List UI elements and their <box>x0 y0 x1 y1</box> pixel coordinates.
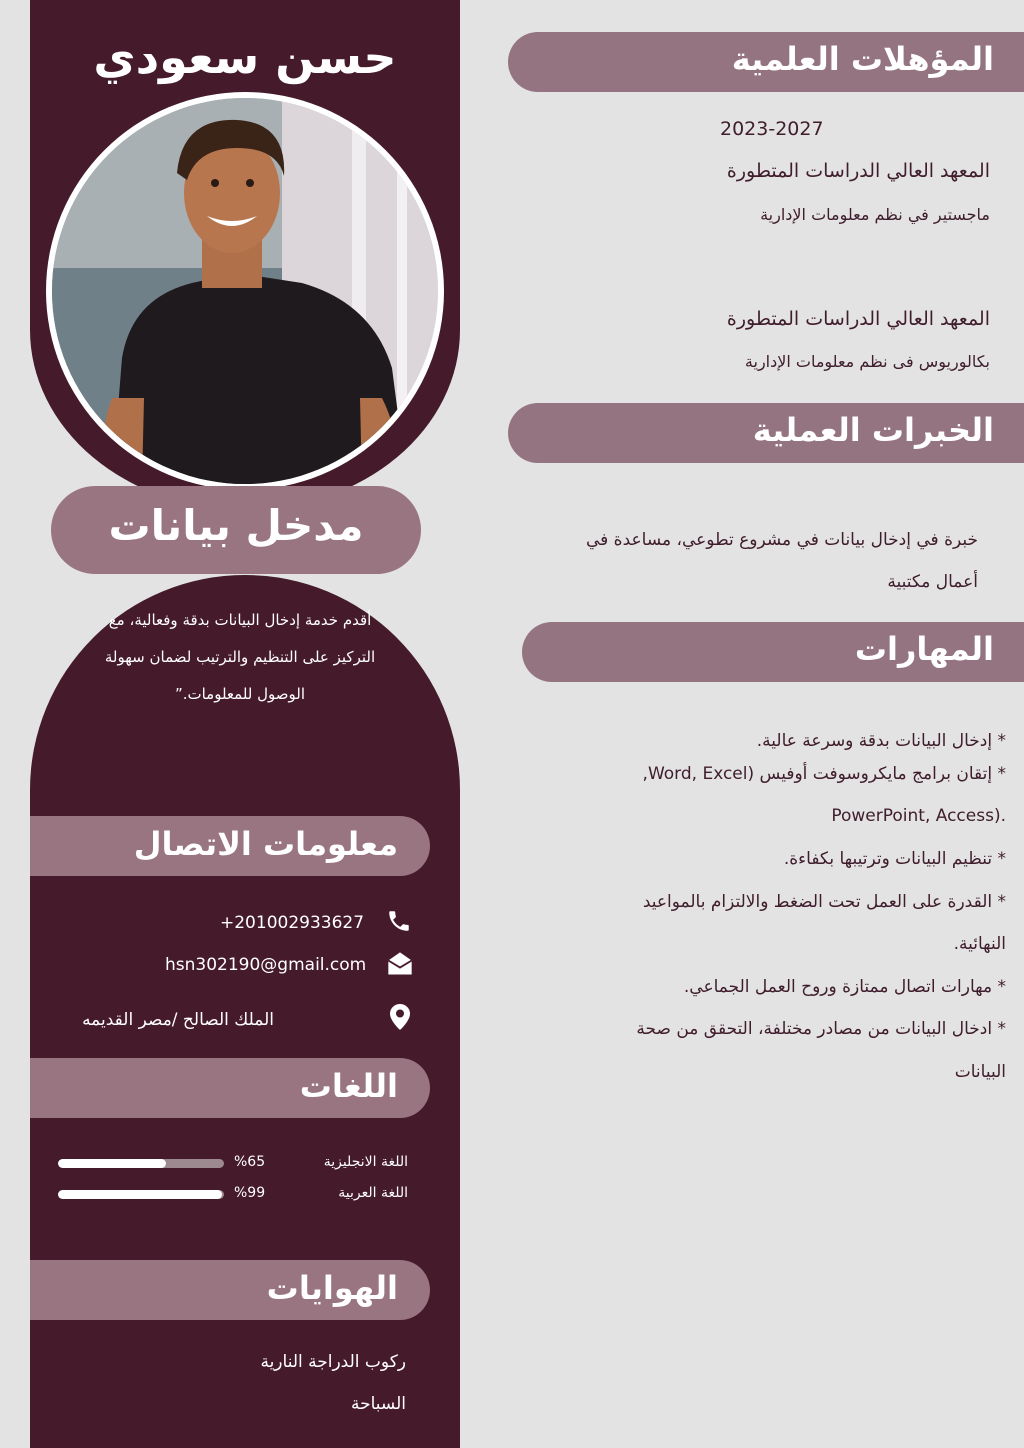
profile-photo-frame <box>46 92 444 490</box>
education-institute: المعهد العالي الدراسات المتطورة <box>726 160 990 182</box>
phone-link[interactable]: +201002933627 <box>220 913 365 933</box>
experience-line: خبرة في إدخال بيانات في مشروع تطوعي، مساعدة في <box>585 530 978 550</box>
profile-photo <box>52 98 438 484</box>
language-level-bar <box>58 1190 224 1199</box>
experience-line: أعمال مكتبية <box>887 572 978 592</box>
skill-line: البيانات <box>954 1062 1006 1082</box>
language-level-bar <box>58 1159 224 1168</box>
sidebar <box>0 0 460 1448</box>
education-degree: بكالوريوس فى نظم معلومات الإدارية <box>744 352 990 371</box>
language-level-fill <box>58 1190 222 1199</box>
language-percent: %99 <box>234 1185 266 1201</box>
address-text: الملك الصالح /مصر القديمه <box>82 1010 274 1030</box>
education-years: 2023-2027 <box>720 118 824 140</box>
language-name: اللغة العربية <box>338 1185 408 1201</box>
skill-line: PowerPoint, Access). <box>831 806 1006 826</box>
skill-line: * إدخال البيانات بدقة وسرعة عالية. <box>756 731 1006 751</box>
summary-line: التركيز على التنظيم والترتيب لضمان سهولة <box>104 648 376 666</box>
profile-name: حسن سعودي <box>93 30 397 84</box>
education-institute: المعهد العالي الدراسات المتطورة <box>726 308 990 330</box>
skill-line: * ادخال البيانات من مصادر مختلفة، التحقق من صحة <box>636 1019 1006 1039</box>
job-title-pill: مدخل بيانات <box>51 486 421 574</box>
hobby-item: ركوب الدراجة النارية <box>260 1352 406 1372</box>
language-level-fill <box>58 1159 166 1168</box>
languages-heading: اللغات <box>30 1058 430 1118</box>
language-name: اللغة الانجليزية <box>323 1154 408 1170</box>
skill-line: * تنظيم البيانات وترتيبها بكفاءة. <box>783 849 1006 869</box>
skill-line: * مهارات اتصال ممتازة وروح العمل الجماعي. <box>683 977 1006 997</box>
profile-summary <box>72 602 408 713</box>
profile-photo-illustration <box>52 98 438 484</box>
contact-heading: معلومات الاتصال <box>30 816 430 876</box>
skill-line: * إتقان برامج مايكروسوفت أوفيس (Word, Excel, <box>642 764 1006 784</box>
experience-heading: الخبرات العملية <box>508 403 1024 463</box>
map-pin-icon <box>388 1003 412 1031</box>
hobby-item: السباحة <box>350 1394 406 1414</box>
language-percent: %65 <box>234 1154 266 1170</box>
summary-line: الوصول للمعلومات.” <box>174 685 306 703</box>
education-degree: ماجستير في نظم معلومات الإدارية <box>760 205 990 224</box>
skills-heading: المهارات <box>522 622 1024 682</box>
education-heading: المؤهلات العلمية <box>508 32 1024 92</box>
phone-icon <box>386 908 412 934</box>
skill-line: النهائية. <box>953 934 1006 954</box>
skill-line: * القدرة على العمل تحت الضغط والالتزام بالمواعيد <box>642 892 1006 912</box>
email-link[interactable]: hsn302190@gmail.com <box>165 955 367 975</box>
hobbies-heading: الهوايات <box>30 1260 430 1320</box>
envelope-open-icon <box>386 950 414 978</box>
summary-line: أقدم خدمة إدخال البيانات بدقة وفعالية، مع <box>108 611 372 629</box>
